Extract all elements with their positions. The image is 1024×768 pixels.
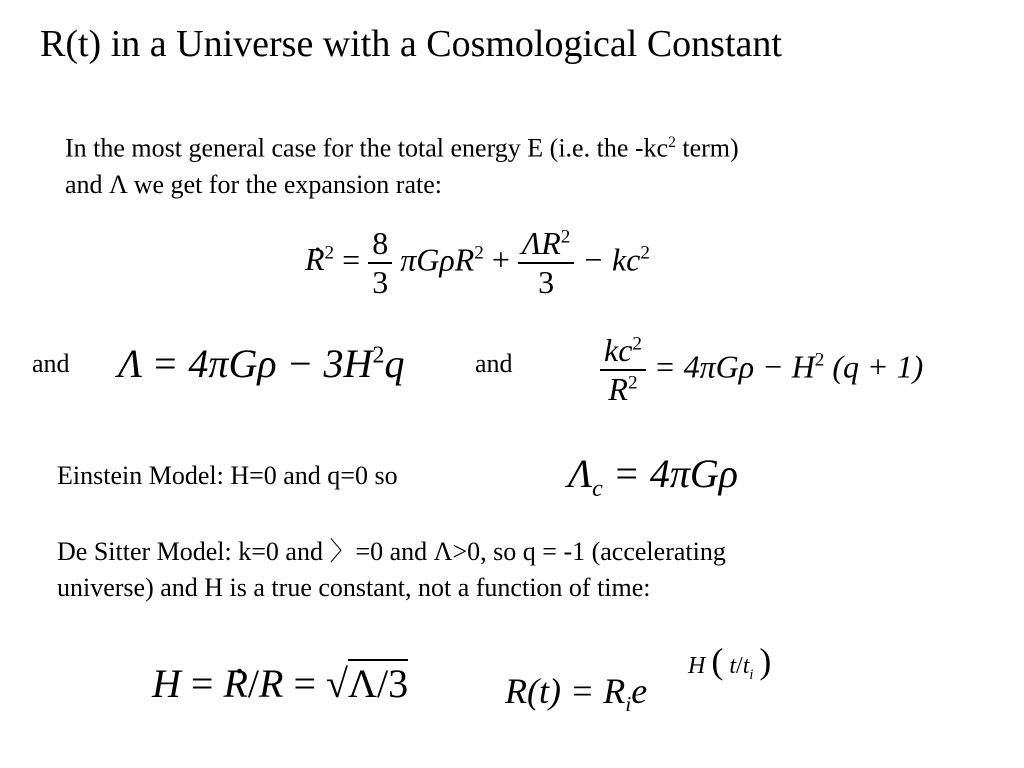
r-dot-exp: 2 (324, 242, 335, 264)
plus-sign: + (491, 241, 510, 278)
pi-g-rho-r: πGρR (400, 241, 475, 278)
and-label-2: and (475, 349, 513, 378)
rt-exponent: H ( $t/t_i$ ) (688, 641, 772, 683)
exp-slash: / (736, 653, 743, 679)
intro-line2: and Λ we get for the expansion rate: (65, 169, 442, 199)
frac-kc2-r2 (600, 332, 646, 408)
hubble-eq1: = (180, 661, 224, 706)
rt-lhs: R(t) = R (505, 671, 626, 711)
desitter-line2: universe) and H is a true constant, not a function of time: (57, 573, 651, 602)
exp-h: H (688, 653, 706, 679)
lambda-c-sub: c (592, 476, 603, 502)
lambda-c: Λ (568, 451, 593, 496)
desitter-text (57, 534, 726, 606)
exp-ti: t (742, 653, 750, 679)
kc-num-exp: 2 (632, 333, 642, 355)
kc-equation (600, 332, 923, 408)
intro-sup: 2 (668, 134, 676, 151)
lambda-equation (118, 340, 404, 387)
hubble-r: R (259, 661, 284, 706)
intro-line1-end: term) (675, 133, 739, 163)
einstein-rhs: = 4πGρ (602, 451, 738, 496)
rt-e: e (631, 671, 648, 711)
frac-8-3 (368, 225, 392, 301)
hubble-equation (152, 660, 408, 707)
rt-sub-i: i (625, 692, 632, 717)
kc-num-text: kc (604, 332, 633, 368)
kc-paren: (q + 1) (832, 348, 924, 385)
hubble-h: H (152, 661, 181, 706)
frac2-den: 3 (538, 264, 555, 300)
equals-sign: = (342, 241, 361, 278)
hubble-r-dot: . R (223, 660, 247, 707)
kc-num (600, 332, 646, 369)
kc-den (604, 371, 641, 408)
kc-rhs: = 4πGρ − H (654, 348, 815, 385)
intro-text (65, 125, 739, 203)
kc-exp: 2 (640, 242, 650, 264)
kc-den-exp: 2 (627, 372, 638, 394)
lambda-r: ΛR (521, 225, 561, 261)
and-label-1: and (32, 349, 70, 378)
lambda-r-exp: 2 (560, 226, 571, 248)
exp-ti-sub: i (749, 666, 754, 683)
lambda-eq-q: q (384, 341, 405, 386)
kc-term: − kc (582, 241, 641, 278)
expansion-equation (305, 225, 650, 301)
exp-t: t (729, 653, 737, 679)
einstein-label: Einstein Model: H=0 and q=0 so (57, 461, 398, 490)
frac2-num (518, 225, 574, 262)
lambda-eq-exp: 2 (372, 342, 385, 369)
r-dot: . R (305, 241, 325, 278)
desitter-line1: De Sitter Model: k=0 and 〉=0 and Λ>0, so q = -1 (accelerating (57, 537, 726, 566)
rt-equation (505, 670, 647, 717)
frac-den: 3 (372, 264, 389, 300)
sqrt-icon: √ (326, 661, 348, 706)
lambda-eq-lhs: Λ = 4πGρ − 3H (118, 341, 373, 386)
kc-den-text: R (608, 371, 628, 407)
intro-line1: In the most general case for the total energy E (i.e. the -kc (65, 133, 669, 163)
frac-num: 8 (372, 225, 389, 261)
slide-title: R(t) in a Universe with a Cosmological Constant (40, 23, 782, 65)
pi-g-rho-r-exp: 2 (474, 242, 484, 264)
frac-lambda-r2-3 (518, 225, 574, 301)
hubble-slash: / (247, 661, 260, 706)
kc-rhs-exp: 2 (814, 349, 825, 371)
einstein-equation (568, 450, 738, 503)
sqrt-radicand: Λ/3 (347, 661, 409, 706)
hubble-eq2: = (283, 661, 327, 706)
